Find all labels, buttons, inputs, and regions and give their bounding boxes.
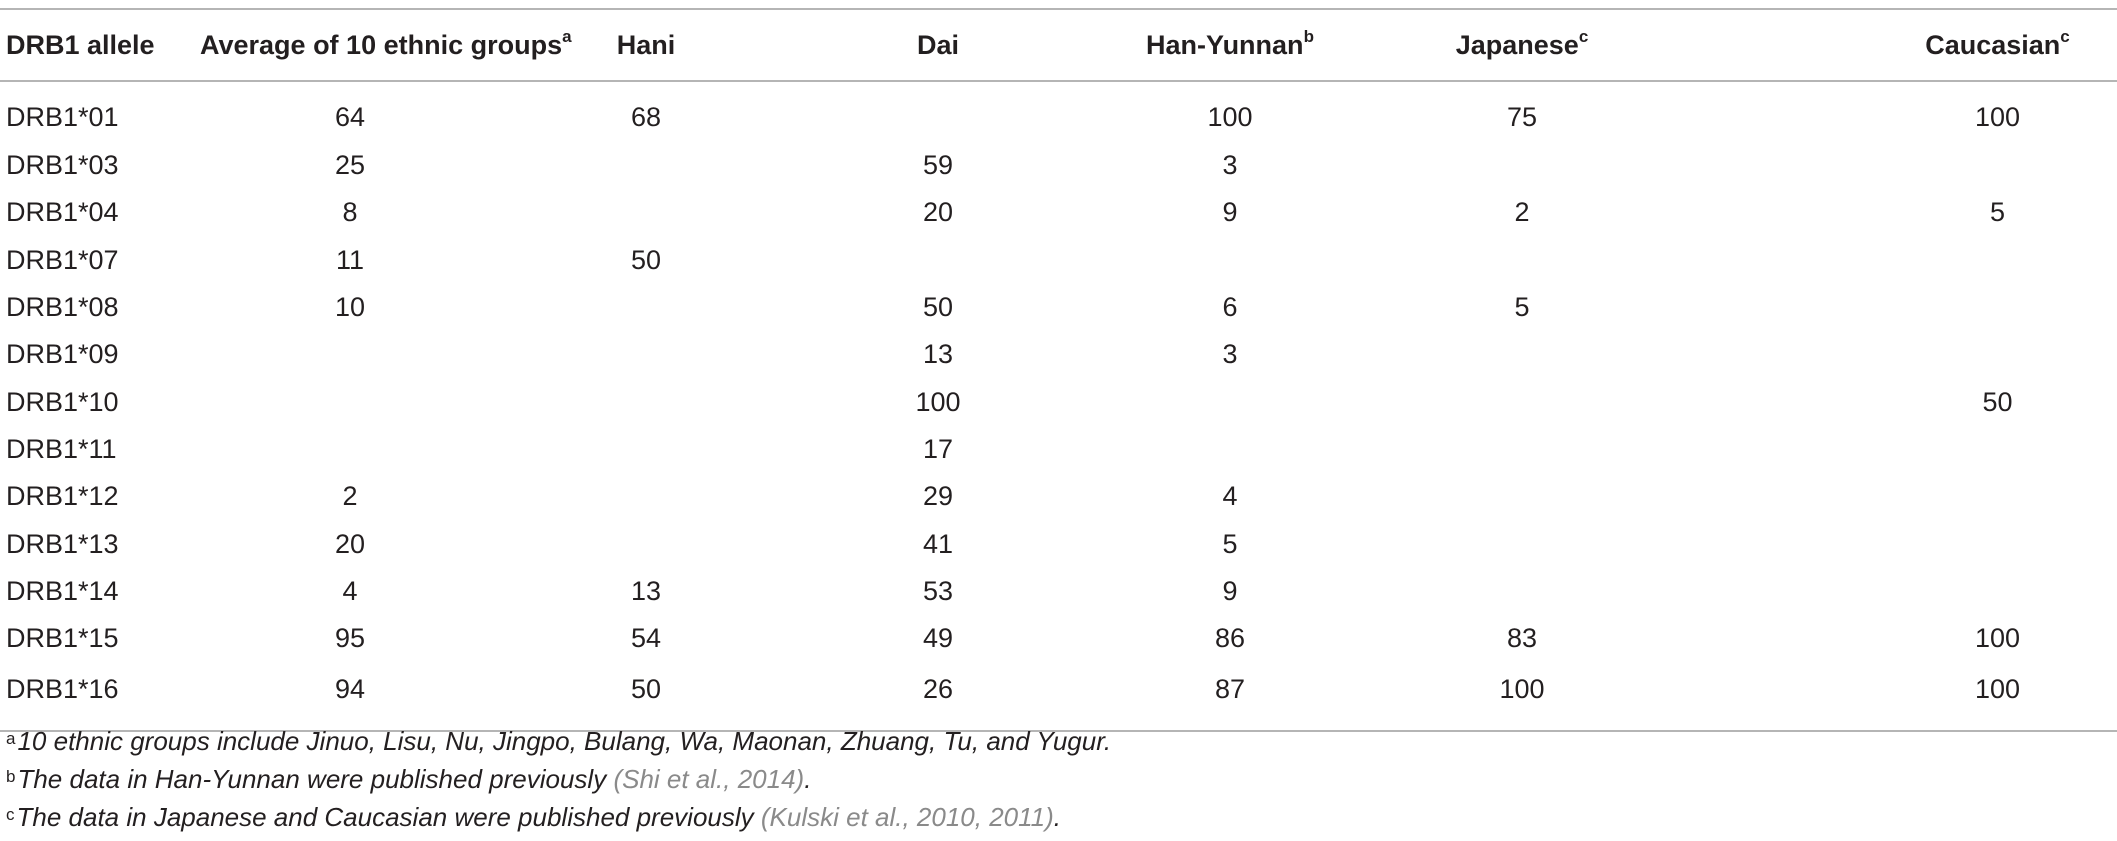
- footnote-b: $^b$The data in Han-Yunnan were published previously (Shi et al., 2014).: [6, 764, 812, 794]
- cell-han-yunnan: 3: [1222, 339, 1238, 370]
- table-row: [0, 568, 2117, 615]
- cell-caucasian: [1668, 568, 2117, 615]
- cell-han-yunnan: 5: [1222, 528, 1238, 559]
- cell-average: 2: [342, 481, 358, 512]
- cell-japanese: [1376, 426, 1668, 473]
- cell-caucasian: 100: [1668, 662, 2117, 731]
- cell-han-yunnan: [1084, 237, 1376, 284]
- cell-allele: DRB1*04: [6, 197, 119, 228]
- cell-han-yunnan: [1084, 378, 1376, 425]
- cell-japanese: [1376, 568, 1668, 615]
- cell-allele: DRB1*03: [6, 150, 119, 181]
- cell-caucasian: [1668, 142, 2117, 189]
- cell-hani: [500, 331, 792, 378]
- cell-japanese: [1376, 331, 1668, 378]
- cell-caucasian: [1668, 284, 2117, 331]
- cell-hani: [500, 473, 792, 520]
- cell-dai: 20: [922, 197, 954, 228]
- allele-frequency-table: [0, 8, 2117, 732]
- table-row: [0, 520, 2117, 567]
- cell-allele: DRB1*11: [6, 433, 117, 464]
- cell-hani: [500, 142, 792, 189]
- cell-dai: 13: [922, 339, 954, 370]
- header-dai: Dai: [792, 9, 1084, 81]
- cell-caucasian: [1668, 520, 2117, 567]
- table-row: [0, 473, 2117, 520]
- cell-dai: 26: [792, 662, 1084, 731]
- cell-japanese: 5: [1514, 292, 1530, 323]
- header-japanese: Japanese$^c$: [1376, 9, 1668, 81]
- cell-allele: DRB1*15: [6, 623, 119, 654]
- cell-allele: DRB1*13: [6, 528, 119, 559]
- cell-dai: 29: [922, 481, 954, 512]
- cell-japanese: [1376, 237, 1668, 284]
- cell-hani: [500, 426, 792, 473]
- cell-allele: DRB1*08: [6, 292, 119, 323]
- cell-caucasian: 50: [1982, 386, 2013, 417]
- cell-han-yunnan: 4: [1222, 481, 1238, 512]
- table-row: [0, 331, 2117, 378]
- cell-han-yunnan: 9: [1222, 575, 1238, 606]
- cell-dai: 41: [922, 528, 954, 559]
- cell-japanese: [1376, 473, 1668, 520]
- footnotes: [6, 722, 1111, 836]
- cell-japanese: 75: [1506, 101, 1538, 132]
- cell-dai: 50: [922, 292, 954, 323]
- cell-dai: 53: [922, 575, 954, 606]
- cell-hani: [500, 378, 792, 425]
- cell-average: 11: [335, 244, 365, 275]
- cell-japanese: [1376, 520, 1668, 567]
- cell-hani: 50: [630, 244, 662, 275]
- table-row: [0, 284, 2117, 331]
- cell-allele: DRB1*10: [6, 386, 119, 417]
- citation-link-shi-2014[interactable]: (Shi et al., 2014): [613, 764, 805, 794]
- cell-japanese: [1376, 142, 1668, 189]
- cell-han-yunnan: 100: [1207, 101, 1253, 132]
- cell-han-yunnan: 86: [1214, 623, 1246, 654]
- cell-japanese: 100: [1376, 662, 1668, 731]
- table-row: [0, 142, 2117, 189]
- cell-allele: DRB1*12: [6, 481, 119, 512]
- cell-average: 64: [334, 101, 366, 132]
- header-han-yunnan: Han-Yunnan$^b$: [1084, 9, 1376, 81]
- table-row: [0, 81, 2117, 142]
- cell-average: [200, 426, 500, 473]
- allele-table-container: [0, 8, 2117, 732]
- header-row: [0, 9, 2117, 81]
- cell-average: 8: [342, 197, 358, 228]
- cell-allele: DRB1*07: [6, 244, 119, 275]
- cell-dai: 49: [922, 623, 954, 654]
- table-row: [0, 189, 2117, 236]
- cell-caucasian: 100: [1974, 101, 2021, 132]
- table-row: [0, 237, 2117, 284]
- header-hani: Hani: [500, 9, 792, 81]
- cell-dai: [792, 81, 1084, 142]
- cell-hani: 68: [630, 101, 662, 132]
- cell-allele: DRB1*09: [6, 339, 119, 370]
- cell-dai: 100: [915, 386, 961, 417]
- cell-caucasian: 5: [1989, 197, 2006, 228]
- cell-dai: [792, 237, 1084, 284]
- cell-han-yunnan: 9: [1222, 197, 1238, 228]
- table-row: [0, 662, 2117, 731]
- cell-hani: 50: [500, 662, 792, 731]
- footnote-c: $^c$The data in Japanese and Caucasian were published previously (Kulski et al., 2010, 2011).: [6, 802, 1062, 832]
- cell-average: 95: [334, 623, 366, 654]
- cell-han-yunnan: 87: [1084, 662, 1376, 731]
- cell-caucasian: [1668, 237, 2117, 284]
- cell-han-yunnan: [1084, 426, 1376, 473]
- cell-allele: DRB1*14: [6, 575, 119, 606]
- cell-average: 4: [342, 575, 358, 606]
- cell-dai: 17: [922, 433, 954, 464]
- cell-allele: DRB1*01: [6, 101, 119, 132]
- cell-caucasian: [1668, 473, 2117, 520]
- cell-japanese: 83: [1506, 623, 1538, 654]
- cell-caucasian: [1668, 331, 2117, 378]
- cell-average: [200, 331, 500, 378]
- cell-japanese: [1376, 378, 1668, 425]
- table-body: [0, 81, 2117, 731]
- cell-average: 94: [200, 662, 500, 731]
- table-row: [0, 615, 2117, 662]
- header-drb1-allele: DRB1 allele: [0, 9, 200, 81]
- cell-average: 25: [334, 150, 366, 181]
- cell-dai: 59: [922, 150, 954, 181]
- table-row: [0, 378, 2117, 425]
- header-average-10-groups: Average of 10 ethnic groups$^a$: [200, 9, 500, 81]
- cell-han-yunnan: 3: [1222, 150, 1238, 181]
- header-caucasian: Caucasian$^c$: [1668, 9, 2117, 81]
- cell-hani: [500, 189, 792, 236]
- citation-link-kulski-2010-2011[interactable]: (Kulski et al., 2010, 2011): [760, 802, 1054, 832]
- cell-han-yunnan: 6: [1222, 292, 1238, 323]
- cell-average: 20: [334, 528, 366, 559]
- cell-average: 10: [334, 292, 366, 323]
- cell-caucasian: [1668, 426, 2117, 473]
- cell-hani: [500, 284, 792, 331]
- cell-allele: DRB1*16: [0, 662, 200, 731]
- footnote-a: $^a$10 ethnic groups include Jinuo, Lisu, Nu, Jingpo, Bulang, Wa, Maonan, Zhuang, Tu, and Yugur.: [6, 726, 1112, 756]
- cell-hani: 54: [630, 623, 662, 654]
- cell-caucasian: 100: [1974, 623, 2021, 654]
- cell-average: [200, 378, 500, 425]
- table-row: [0, 426, 2117, 473]
- cell-hani: [500, 520, 792, 567]
- cell-hani: 13: [630, 575, 662, 606]
- cell-japanese: 2: [1514, 197, 1530, 228]
